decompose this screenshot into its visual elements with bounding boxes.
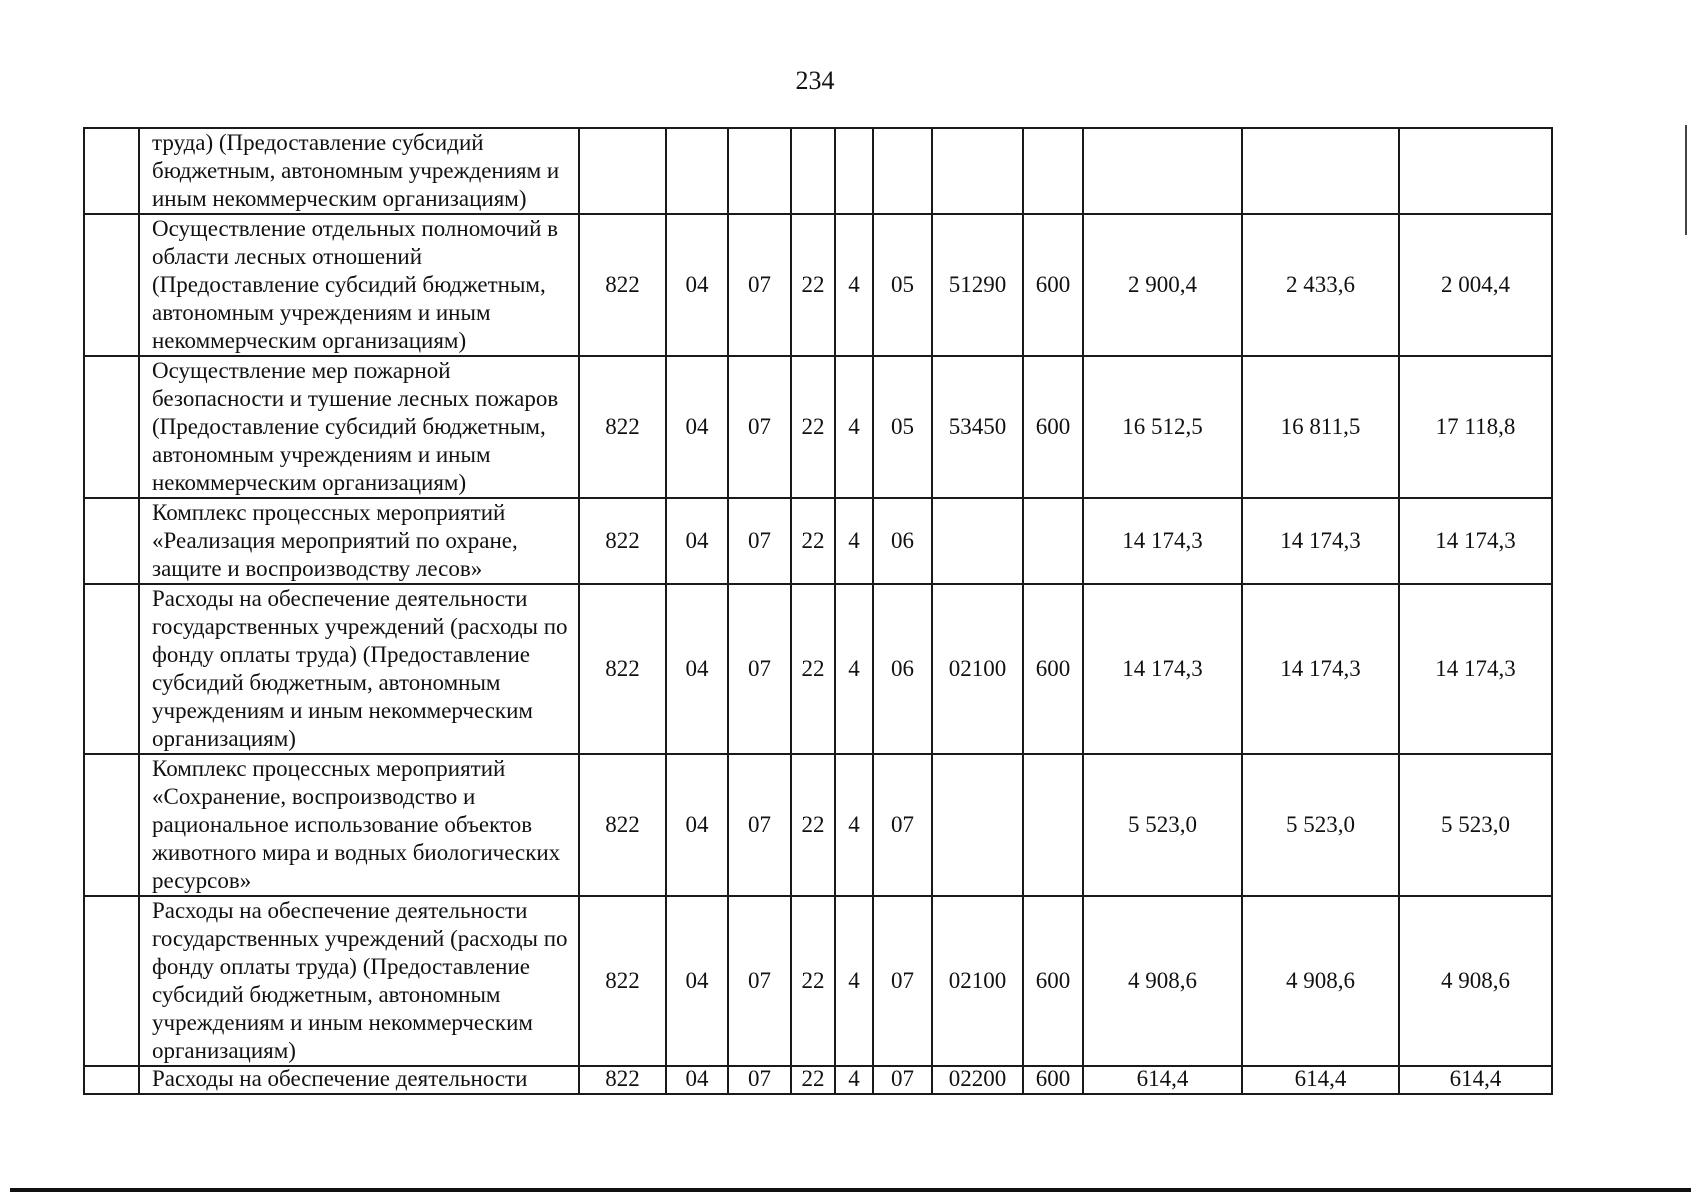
row-description: Осуществление мер пожарной безопасности и тушение лесных пожаров (Предоставление субсидий бюджетным, автономным учреждениям и иным некоммерческим организациям): [139, 356, 579, 498]
cell-amount-year-2: 14 174,3: [1242, 584, 1399, 754]
cell-program: 22: [791, 754, 835, 896]
cell-admin-code: 822: [579, 896, 666, 1066]
cell-admin-code: 822: [579, 754, 666, 896]
cell-amount-year-3: 4 908,6: [1399, 896, 1552, 1066]
cell-amount-year-3: 5 523,0: [1399, 754, 1552, 896]
cell-amount-year-1: 14 174,3: [1083, 584, 1242, 754]
cell-amount-year-3: 17 118,8: [1399, 356, 1552, 498]
table-row: [84, 214, 1552, 356]
table-row: [84, 128, 1552, 214]
cell-admin-code: 822: [579, 214, 666, 356]
budget-table: [83, 127, 1553, 1095]
cell-amount-year-2: [1242, 128, 1399, 214]
cell-expense-type: 600: [1023, 214, 1083, 356]
cell-program: 22: [791, 896, 835, 1066]
cell-amount-year-2: 16 811,5: [1242, 356, 1399, 498]
cell-amount-year-2: 614,4: [1242, 1066, 1399, 1094]
cell-expense-type: 600: [1023, 356, 1083, 498]
cell-subprogram: 4: [835, 498, 873, 584]
scan-edge-mark: [1685, 125, 1687, 235]
cell-subsection: 07: [728, 498, 791, 584]
table-body: [84, 128, 1552, 1094]
row-description: Расходы на обеспечение деятельности: [139, 1066, 579, 1094]
row-description: Комплекс процессных мероприятий «Реализация мероприятий по охране, защите и воспроизводству лесов»: [139, 498, 579, 584]
cell-subsection: 07: [728, 584, 791, 754]
cell-direction: [932, 128, 1023, 214]
cell-program: 22: [791, 1066, 835, 1094]
cell-subsection: 07: [728, 896, 791, 1066]
cell-direction: 51290: [932, 214, 1023, 356]
row-number: [84, 356, 139, 498]
row-description: труда) (Предоставление субсидий бюджетным, автономным учреждениям и иным некоммерческим организациям): [139, 128, 579, 214]
cell-program: 22: [791, 584, 835, 754]
table-row: [84, 896, 1552, 1066]
cell-amount-year-3: 14 174,3: [1399, 498, 1552, 584]
cell-subprogram: 4: [835, 1066, 873, 1094]
cell-direction: 02100: [932, 584, 1023, 754]
cell-section: 04: [666, 754, 728, 896]
cell-admin-code: 822: [579, 356, 666, 498]
cell-complex: 07: [873, 1066, 932, 1094]
cell-section: 04: [666, 214, 728, 356]
row-number: [84, 896, 139, 1066]
cell-complex: 05: [873, 214, 932, 356]
cell-amount-year-1: 4 908,6: [1083, 896, 1242, 1066]
cell-direction: 53450: [932, 356, 1023, 498]
cell-program: 22: [791, 356, 835, 498]
cell-section: 04: [666, 1066, 728, 1094]
cell-amount-year-2: 5 523,0: [1242, 754, 1399, 896]
cell-amount-year-1: [1083, 128, 1242, 214]
cell-subsection: 07: [728, 754, 791, 896]
cell-complex: 05: [873, 356, 932, 498]
row-description: Комплекс процессных мероприятий «Сохранение, воспроизводство и рациональное использование объектов животного мира и водных биологических ресурсов»: [139, 754, 579, 896]
table-row: [84, 498, 1552, 584]
cell-admin-code: [579, 128, 666, 214]
cell-admin-code: 822: [579, 498, 666, 584]
cell-expense-type: 600: [1023, 896, 1083, 1066]
cell-subsection: 07: [728, 214, 791, 356]
cell-complex: 07: [873, 754, 932, 896]
cell-expense-type: 600: [1023, 1066, 1083, 1094]
cell-amount-year-3: 14 174,3: [1399, 584, 1552, 754]
cell-expense-type: [1023, 498, 1083, 584]
cell-amount-year-2: 14 174,3: [1242, 498, 1399, 584]
cell-complex: 06: [873, 498, 932, 584]
cell-subprogram: 4: [835, 754, 873, 896]
cell-amount-year-1: 16 512,5: [1083, 356, 1242, 498]
table-row: [84, 356, 1552, 498]
cell-expense-type: [1023, 128, 1083, 214]
cell-amount-year-1: 614,4: [1083, 1066, 1242, 1094]
cell-direction: 02100: [932, 896, 1023, 1066]
cell-amount-year-3: 2 004,4: [1399, 214, 1552, 356]
cell-admin-code: 822: [579, 584, 666, 754]
cell-complex: 06: [873, 584, 932, 754]
cell-complex: [873, 128, 932, 214]
row-number: [84, 128, 139, 214]
cell-section: 04: [666, 498, 728, 584]
cell-complex: 07: [873, 896, 932, 1066]
table-row: [84, 754, 1552, 896]
cell-expense-type: [1023, 754, 1083, 896]
row-number: [84, 584, 139, 754]
cell-subprogram: [835, 128, 873, 214]
cell-section: 04: [666, 584, 728, 754]
cell-amount-year-2: 4 908,6: [1242, 896, 1399, 1066]
cell-direction: [932, 754, 1023, 896]
cell-subprogram: 4: [835, 584, 873, 754]
row-number: [84, 754, 139, 896]
cell-section: 04: [666, 356, 728, 498]
bottom-rule: [10, 1188, 1691, 1192]
row-number: [84, 1066, 139, 1094]
cell-expense-type: 600: [1023, 584, 1083, 754]
cell-amount-year-1: 2 900,4: [1083, 214, 1242, 356]
cell-section: [666, 128, 728, 214]
page-number: 234: [795, 66, 835, 95]
cell-direction: 02200: [932, 1066, 1023, 1094]
cell-program: 22: [791, 498, 835, 584]
cell-amount-year-3: [1399, 128, 1552, 214]
cell-section: 04: [666, 896, 728, 1066]
cell-subprogram: 4: [835, 214, 873, 356]
row-description: Расходы на обеспечение деятельности государственных учреждений (расходы по фонду оплаты труда) (Предоставление субсидий бюджетным, автономным учреждениям и иным некоммерческим организациям): [139, 896, 579, 1066]
cell-amount-year-2: 2 433,6: [1242, 214, 1399, 356]
cell-direction: [932, 498, 1023, 584]
cell-amount-year-1: 14 174,3: [1083, 498, 1242, 584]
cell-subprogram: 4: [835, 356, 873, 498]
cell-amount-year-1: 5 523,0: [1083, 754, 1242, 896]
row-description: Расходы на обеспечение деятельности государственных учреждений (расходы по фонду оплаты труда) (Предоставление субсидий бюджетным, автономным учреждениям и иным некоммерческим организациям): [139, 584, 579, 754]
cell-program: 22: [791, 214, 835, 356]
table-row: [84, 584, 1552, 754]
cell-subsection: [728, 128, 791, 214]
table-row: [84, 1066, 1552, 1094]
cell-amount-year-3: 614,4: [1399, 1066, 1552, 1094]
cell-subprogram: 4: [835, 896, 873, 1066]
cell-admin-code: 822: [579, 1066, 666, 1094]
cell-program: [791, 128, 835, 214]
row-number: [84, 214, 139, 356]
row-number: [84, 498, 139, 584]
row-description: Осуществление отдельных полномочий в области лесных отношений (Предоставление субсидий бюджетным, автономным учреждениям и иным некоммерческим организациям): [139, 214, 579, 356]
cell-subsection: 07: [728, 1066, 791, 1094]
cell-subsection: 07: [728, 356, 791, 498]
